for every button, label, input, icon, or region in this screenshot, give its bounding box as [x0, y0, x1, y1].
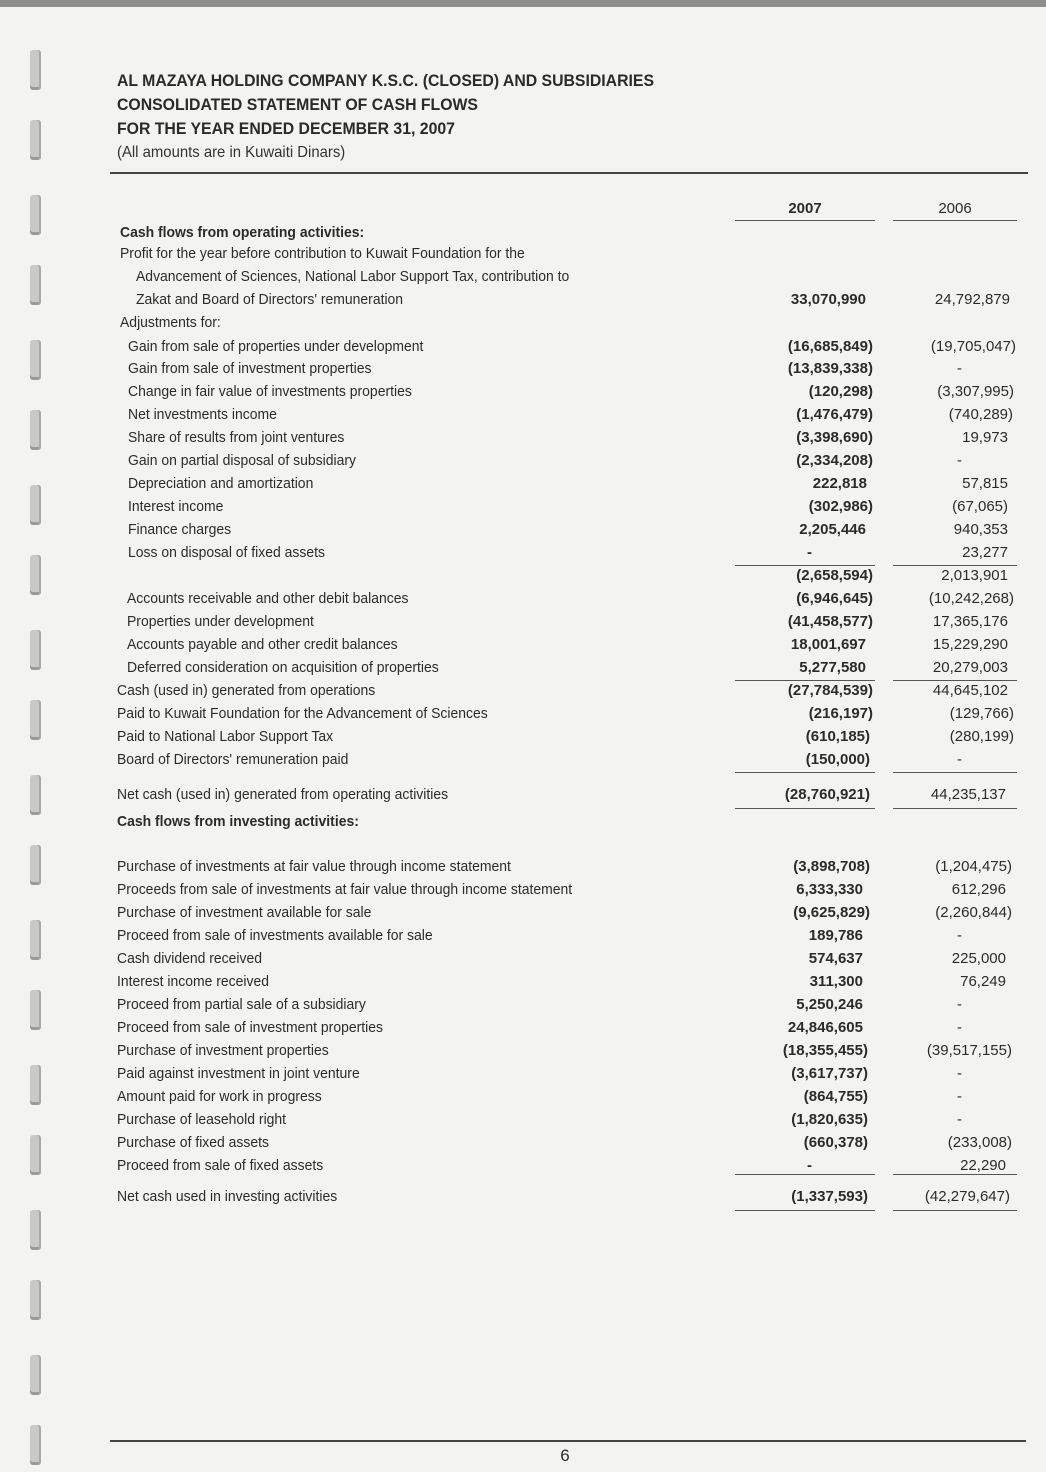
value-2007: (150,000) — [805, 751, 870, 768]
value-2007: (216,197) — [808, 705, 873, 722]
value-2006: 2,013,901 — [941, 567, 1008, 584]
value-2007: (1,476,479) — [796, 406, 873, 423]
row-label: Adjustments for: — [120, 314, 221, 331]
row-label: Proceed from sale of fixed assets — [117, 1157, 324, 1174]
value-2006: (129,766) — [949, 705, 1014, 722]
value-2006: - — [957, 1088, 962, 1105]
value-2007: 574,637 — [808, 950, 863, 967]
binding-hole — [30, 1280, 41, 1320]
table-row — [0, 858, 1046, 880]
value-2007: 18,001,697 — [790, 636, 866, 653]
row-label: Share of results from joint ventures — [128, 429, 345, 446]
value-2007: (6,946,645) — [796, 590, 873, 607]
table-row — [0, 245, 1046, 267]
table-row — [0, 705, 1046, 727]
value-2007: (864,755) — [803, 1088, 868, 1105]
table-row — [0, 613, 1046, 635]
row-label: Interest income received — [117, 973, 269, 990]
value-2006: (67,065) — [952, 498, 1008, 515]
value-2006: 17,365,176 — [932, 613, 1008, 630]
value-2007: (610,185) — [805, 728, 870, 745]
table-row — [0, 1088, 1046, 1110]
row-label: Proceeds from sale of investments at fair value through income statement — [117, 881, 573, 898]
row-label: Net cash (used in) generated from operating activities — [117, 786, 449, 803]
value-2007: (1,337,593) — [791, 1188, 868, 1205]
subtotal-rule — [735, 772, 875, 773]
total-rule — [735, 1210, 875, 1211]
value-2007: 189,786 — [808, 927, 863, 944]
value-2006: 76,249 — [960, 973, 1006, 990]
row-label: Proceed from sale of investment properties — [117, 1019, 383, 1036]
row-label: Properties under development — [127, 613, 314, 630]
binding-hole — [30, 120, 41, 160]
column-header-rule — [893, 220, 1017, 221]
table-row — [0, 452, 1046, 474]
value-2007: (27,784,539) — [787, 682, 873, 699]
value-2007: 5,277,580 — [799, 659, 866, 676]
value-2007: 6,333,330 — [796, 881, 863, 898]
value-2007: (2,658,594) — [796, 567, 873, 584]
value-2007: 5,250,246 — [796, 996, 863, 1013]
subtotal-rule — [893, 772, 1017, 773]
row-label: Net cash used in investing activities — [117, 1188, 338, 1205]
table-row — [0, 1157, 1046, 1179]
row-label: Paid to Kuwait Foundation for the Advancement of Sciences — [117, 705, 488, 722]
value-2006: 19,973 — [962, 429, 1008, 446]
value-2007: (3,398,690) — [796, 429, 873, 446]
row-label: Advancement of Sciences, National Labor Support Tax, contribution to — [136, 268, 570, 285]
value-2007: (660,378) — [803, 1134, 868, 1151]
table-row — [0, 567, 1046, 589]
value-2007: - — [807, 1157, 812, 1174]
table-row — [0, 813, 1046, 835]
row-label: Purchase of fixed assets — [117, 1134, 269, 1151]
value-2007: (302,986) — [808, 498, 873, 515]
table-row — [0, 881, 1046, 903]
value-2006: - — [957, 751, 962, 768]
value-2007: 24,846,605 — [787, 1019, 863, 1036]
row-label: Interest income — [128, 498, 224, 515]
binding-hole — [30, 50, 41, 90]
value-2007: (13,839,338) — [787, 360, 873, 377]
binding-hole — [30, 1210, 41, 1250]
value-2007: 311,300 — [809, 973, 863, 990]
row-label: Accounts payable and other credit balances — [127, 636, 398, 653]
table-row — [0, 1111, 1046, 1133]
statement-header — [117, 69, 1017, 164]
row-label: Purchase of investment properties — [117, 1042, 329, 1059]
company-name: AL MAZAYA HOLDING COMPANY K.S.C. (CLOSED) AND SUBSIDIARIES — [117, 71, 655, 90]
value-2006: 225,000 — [951, 950, 1006, 967]
table-row — [0, 751, 1046, 773]
column-header-2007: 2007 — [788, 200, 822, 217]
value-2007: (16,685,849) — [787, 338, 873, 355]
row-label: Gain on partial disposal of subsidiary — [128, 452, 356, 469]
table-row — [0, 268, 1046, 290]
subtotal-rule — [893, 565, 1017, 566]
value-2007: (3,898,708) — [793, 858, 870, 875]
section-heading: Cash flows from investing activities: — [117, 813, 359, 830]
value-2006: - — [957, 996, 962, 1013]
value-2006: (10,242,268) — [928, 590, 1014, 607]
value-2006: 44,645,102 — [932, 682, 1008, 699]
header-rule — [110, 172, 1028, 174]
total-rule — [893, 1210, 1017, 1211]
row-label: Deferred consideration on acquisition of properties — [127, 659, 439, 676]
value-2006: 940,353 — [953, 521, 1008, 538]
row-label: Change in fair value of investments properties — [128, 383, 412, 400]
value-2006: 44,235,137 — [930, 786, 1006, 803]
row-label: Proceed from sale of investments available for sale — [117, 927, 433, 944]
table-row — [0, 291, 1046, 313]
table-row — [0, 406, 1046, 428]
row-label: Finance charges — [128, 521, 232, 538]
table-row — [0, 1188, 1046, 1210]
scan-top-edge — [0, 0, 1046, 7]
value-2007: (120,298) — [808, 383, 873, 400]
value-2007: (1,820,635) — [791, 1111, 868, 1128]
row-label: Proceed from partial sale of a subsidiary — [117, 996, 366, 1013]
value-2006: - — [957, 927, 962, 944]
row-label: Paid to National Labor Support Tax — [117, 728, 334, 745]
value-2006: (19,705,047) — [930, 338, 1016, 355]
subtotal-rule — [893, 1174, 1017, 1175]
subtotal-rule — [735, 1174, 875, 1175]
table-row — [0, 996, 1046, 1018]
footer-rule — [110, 1440, 1026, 1442]
value-2007: (28,760,921) — [784, 786, 870, 803]
subtotal-rule — [893, 680, 1017, 681]
value-2007: (9,625,829) — [793, 904, 870, 921]
value-2006: (2,260,844) — [935, 904, 1012, 921]
value-2006: - — [957, 452, 962, 469]
value-2006: 23,277 — [962, 544, 1008, 561]
row-label: Gain from sale of properties under development — [128, 338, 424, 355]
value-2006: (233,008) — [947, 1134, 1012, 1151]
value-2006: (42,279,647) — [924, 1188, 1010, 1205]
value-2006: - — [957, 360, 962, 377]
value-2006: (39,517,155) — [926, 1042, 1012, 1059]
value-2007: 222,818 — [812, 475, 867, 492]
row-label: Amount paid for work in progress — [117, 1088, 322, 1105]
statement-title: CONSOLIDATED STATEMENT OF CASH FLOWS — [117, 95, 478, 114]
row-label: Net investments income — [128, 406, 277, 423]
row-label: Depreciation and amortization — [128, 475, 314, 492]
value-2006: 57,815 — [962, 475, 1008, 492]
table-row — [0, 728, 1046, 750]
currency-note: (All amounts are in Kuwaiti Dinars) — [117, 144, 346, 161]
binding-hole — [30, 1425, 41, 1465]
row-label: Loss on disposal of fixed assets — [128, 544, 325, 561]
total-rule — [735, 808, 875, 809]
value-2006: 24,792,879 — [934, 291, 1010, 308]
value-2007: - — [807, 544, 812, 561]
row-label: Purchase of investments at fair value through income statement — [117, 858, 511, 875]
value-2007: 33,070,990 — [790, 291, 866, 308]
row-label: Accounts receivable and other debit balances — [127, 590, 409, 607]
table-row — [0, 973, 1046, 995]
value-2007: (2,334,208) — [796, 452, 873, 469]
table-row — [0, 1065, 1046, 1087]
table-row — [0, 590, 1046, 612]
value-2006: - — [957, 1019, 962, 1036]
statement-period: FOR THE YEAR ENDED DECEMBER 31, 2007 — [117, 119, 455, 138]
table-row — [0, 338, 1046, 360]
table-row — [0, 498, 1046, 520]
section-heading: Cash flows from operating activities: — [120, 224, 365, 241]
value-2006: (3,307,995) — [937, 383, 1014, 400]
value-2007: (18,355,455) — [782, 1042, 868, 1059]
row-label: Purchase of leasehold right — [117, 1111, 287, 1128]
row-label: Cash (used in) generated from operations — [117, 682, 376, 699]
page-number: 6 — [560, 1446, 570, 1465]
value-2006: 15,229,290 — [932, 636, 1008, 653]
table-row — [0, 360, 1046, 382]
table-row — [0, 1019, 1046, 1041]
subtotal-rule — [735, 565, 875, 566]
table-row — [0, 314, 1046, 336]
table-row — [0, 383, 1046, 405]
value-2006: - — [957, 1111, 962, 1128]
value-2006: 20,279,003 — [932, 659, 1008, 676]
value-2007: (41,458,577) — [787, 613, 873, 630]
table-row — [0, 682, 1046, 704]
value-2006: (280,199) — [949, 728, 1014, 745]
value-2006: - — [957, 1065, 962, 1082]
value-2006: (740,289) — [948, 406, 1013, 423]
table-row — [0, 224, 1046, 246]
value-2006: 22,290 — [960, 1157, 1006, 1174]
table-row — [0, 544, 1046, 566]
table-row — [0, 1134, 1046, 1156]
table-row — [0, 521, 1046, 543]
row-label: Board of Directors' remuneration paid — [117, 751, 349, 768]
binding-hole — [30, 1355, 41, 1395]
row-label: Gain from sale of investment properties — [128, 360, 372, 377]
table-row — [0, 927, 1046, 949]
subtotal-rule — [735, 680, 875, 681]
table-row — [0, 950, 1046, 972]
column-header-rule — [735, 220, 875, 221]
value-2007: (3,617,737) — [791, 1065, 868, 1082]
total-rule — [893, 808, 1017, 809]
row-label: Paid against investment in joint venture — [117, 1065, 360, 1082]
value-2006: (1,204,475) — [935, 858, 1012, 875]
table-row — [0, 429, 1046, 451]
row-label: Zakat and Board of Directors' remuneration — [136, 291, 404, 308]
column-header-2006: 2006 — [938, 200, 972, 217]
table-row — [0, 1042, 1046, 1064]
table-row — [0, 904, 1046, 926]
row-label: Cash dividend received — [117, 950, 263, 967]
row-label: Profit for the year before contribution to Kuwait Foundation for the — [120, 245, 525, 262]
table-row — [0, 475, 1046, 497]
table-row — [0, 636, 1046, 658]
value-2007: 2,205,446 — [799, 521, 866, 538]
table-row — [0, 659, 1046, 681]
value-2006: 612,296 — [951, 881, 1006, 898]
row-label: Purchase of investment available for sale — [117, 904, 372, 921]
table-row — [0, 786, 1046, 808]
